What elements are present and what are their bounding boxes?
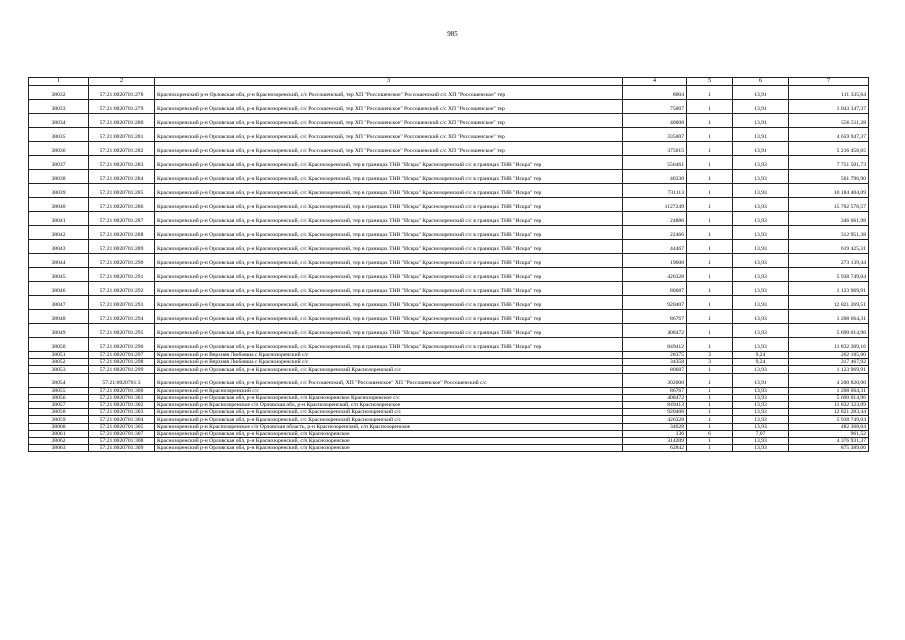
rate-cell: 13,93	[733, 212, 789, 226]
count-cell: 1	[687, 409, 733, 416]
rate-cell: 13,93	[733, 240, 789, 254]
table-row	[29, 310, 869, 324]
row-number-cell: 38058	[29, 409, 89, 416]
row-number-cell: 38042	[29, 226, 89, 240]
cadastral-number-cell: 57:21:0020701:308	[89, 437, 155, 444]
count-cell: 1	[687, 156, 733, 170]
count-cell: 3	[687, 352, 733, 359]
area-cell: 40008	[623, 114, 687, 128]
value-cell: 5 938 749,04	[789, 416, 869, 423]
cadastral-number-cell: 57:21:0020701:305	[89, 423, 155, 430]
value-cell: 10 184 404,09	[789, 184, 869, 198]
address-cell: Краснозоренский р-н Краснозоренский с/с	[155, 387, 623, 394]
value-cell: 875 389,06	[789, 445, 869, 452]
address-cell: Краснозоренский р-н Орловская обл, р-н Краснозоренский, с/с Краснозоренский, тер в границах ТНВ "Искра" Краснозоренский с/с в границах ТНВ "Искра" тер	[155, 212, 623, 226]
table-row	[29, 198, 869, 212]
count-cell: 1	[687, 373, 733, 387]
cadastral-number-cell: 57:21:0020701:286	[89, 198, 155, 212]
area-cell: 75007	[623, 100, 687, 114]
count-cell: 1	[687, 310, 733, 324]
address-cell: Краснозоренский р-н Орловская обл, р-н Краснозоренский, с/с Краснозоренский, тер в границах ТНВ "Искра" Краснозоренский с/с в границах ТНВ "Искра" тер	[155, 184, 623, 198]
area-cell: 408472	[623, 394, 687, 401]
count-cell: 1	[687, 86, 733, 100]
count-cell: 1	[687, 254, 733, 268]
registry-table	[28, 77, 869, 452]
rate-cell: 13,93	[733, 254, 789, 268]
row-number-cell: 38041	[29, 212, 89, 226]
area-cell: 849412	[623, 338, 687, 352]
area-cell: 314209	[623, 437, 687, 444]
rate-cell: 13,93	[733, 324, 789, 338]
row-number-cell: 38046	[29, 282, 89, 296]
row-number-cell: 38060	[29, 423, 89, 430]
header-cell: 4	[623, 78, 687, 86]
cadastral-number-cell: 57:21:0020701:281	[89, 128, 155, 142]
cadastral-number-cell: 57:21:0020701:278	[89, 86, 155, 100]
rate-cell: 13,93	[733, 282, 789, 296]
rate-cell: 13,93	[733, 387, 789, 394]
row-number-cell: 38032	[29, 86, 89, 100]
value-cell: 15 702 578,57	[789, 198, 869, 212]
area-cell: 920407	[623, 296, 687, 310]
cadastral-number-cell: 57:21:0020701:307	[89, 430, 155, 437]
cadastral-number-cell: 57:21:0020701:3	[89, 373, 155, 387]
area-cell: 40330	[623, 170, 687, 184]
address-cell: Краснозоренский р-н Краснозоренское с/п Орловская обл, р-н Краснозоренский, с/п Краснозоренское	[155, 401, 623, 408]
cadastral-number-cell: 57:21:0020701:298	[89, 359, 155, 366]
rate-cell: 13,93	[733, 409, 789, 416]
row-number-cell: 38045	[29, 268, 89, 282]
area-cell: 849413	[623, 401, 687, 408]
area-cell: 22466	[623, 226, 687, 240]
value-cell: 317 467,92	[789, 359, 869, 366]
rate-cell: 13,93	[733, 445, 789, 452]
table-row	[29, 423, 869, 430]
rate-cell: 13,93	[733, 338, 789, 352]
row-number-cell: 38049	[29, 324, 89, 338]
table-row	[29, 282, 869, 296]
table-row	[29, 170, 869, 184]
table-row	[29, 254, 869, 268]
rate-cell: 13,91	[733, 142, 789, 156]
header-cell: 3	[155, 78, 623, 86]
area-cell: 34628	[623, 423, 687, 430]
address-cell: Краснозоренский р-н Орловская обл, р-н Краснозоренский, с/с Краснозоренский, тер в границах ТНВ "Искра" Краснозоренский с/с в границах ТНВ "Искра" тер	[155, 282, 623, 296]
count-cell: 1	[687, 401, 733, 408]
rate-cell: 13,91	[733, 100, 789, 114]
count-cell: 1	[687, 437, 733, 444]
count-cell: 1	[687, 240, 733, 254]
rate-cell: 13,93	[733, 437, 789, 444]
area-cell: 375015	[623, 142, 687, 156]
value-cell: 5 690 014,96	[789, 394, 869, 401]
count-cell: 3	[687, 359, 733, 366]
value-cell: 619 425,31	[789, 240, 869, 254]
cadastral-number-cell: 57:21:0020701:291	[89, 268, 155, 282]
value-cell: 273 139,44	[789, 254, 869, 268]
value-cell: 1 208 664,31	[789, 310, 869, 324]
table-row	[29, 100, 869, 114]
value-cell: 11 832 309,16	[789, 338, 869, 352]
address-cell: Краснозоренский р-н Орловская обл, р-н Краснозоренский, с/с Россошенский, тер ХП "Россошенское" Россошенский с/с ХП "Россошенское" тер	[155, 128, 623, 142]
table-row	[29, 373, 869, 387]
address-cell: Краснозоренский р-н Орловская обл, р-н Краснозоренский, с/п Краснозоренское	[155, 445, 623, 452]
count-cell: 1	[687, 184, 733, 198]
address-cell: Краснозоренский р-н Верхняя Любовша с Краснозоренский с/с	[155, 359, 623, 366]
area-cell: 86767	[623, 310, 687, 324]
rate-cell: 13,91	[733, 86, 789, 100]
value-cell: 111 335,64	[789, 86, 869, 100]
count-cell: 1	[687, 268, 733, 282]
table-row	[29, 352, 869, 359]
cadastral-number-cell: 57:21:0020701:304	[89, 416, 155, 423]
cadastral-number-cell: 57:21:0020701:303	[89, 409, 155, 416]
header-cell: 7	[789, 78, 869, 86]
table-row	[29, 86, 869, 100]
cadastral-number-cell: 57:21:0020701:290	[89, 254, 155, 268]
area-cell: 426328	[623, 268, 687, 282]
cadastral-number-cell: 57:21:0020701:294	[89, 310, 155, 324]
count-cell: 1	[687, 226, 733, 240]
value-cell: 1 123 969,91	[789, 366, 869, 373]
cadastral-number-cell: 57:21:0020701:301	[89, 394, 155, 401]
address-cell: Краснозоренский р-н Орловская обл, р-н Краснозоренский, с/п Краснозоренское Краснозоренское с/с	[155, 394, 623, 401]
row-number-cell: 38033	[29, 100, 89, 114]
address-cell: Краснозоренский р-н Орловская обл, р-н Краснозоренский, с/с Краснозоренский Краснозоренский с/с	[155, 366, 623, 373]
rate-cell: 9,24	[733, 352, 789, 359]
cadastral-number-cell: 57:21:0020701:309	[89, 445, 155, 452]
count-cell: 1	[687, 445, 733, 452]
table-row	[29, 416, 869, 423]
table-row	[29, 240, 869, 254]
area-cell: 920408	[623, 409, 687, 416]
area-cell: 86767	[623, 387, 687, 394]
row-number-cell: 38061	[29, 430, 89, 437]
area-cell: 8004	[623, 86, 687, 100]
value-cell: 11 832 323,09	[789, 401, 869, 408]
count-cell: 1	[687, 338, 733, 352]
header-cell: 2	[89, 78, 155, 86]
row-number-cell: 38055	[29, 387, 89, 394]
area-cell: 24886	[623, 212, 687, 226]
address-cell: Краснозоренский р-н Орловская обл, р-н Краснозоренский, с/с Краснозоренский, тер в границах ТНВ "Искра" Краснозоренский с/с в границах ТНВ "Искра" тер	[155, 156, 623, 170]
count-cell: 1	[687, 387, 733, 394]
value-cell: 346 661,98	[789, 212, 869, 226]
area-cell: 426328	[623, 416, 687, 423]
row-number-cell: 38038	[29, 170, 89, 184]
address-cell: Краснозоренский р-н Орловская обл, р-н Краснозоренский, с/с Россошенский, тер ХП "Россошенское" Россошенский с/с ХП "Россошенское" тер	[155, 114, 623, 128]
table-row	[29, 296, 869, 310]
row-number-cell: 38051	[29, 352, 89, 359]
address-cell: Краснозоренский р-н Орловская обл, р-н Краснозоренский, с/с Краснозоренский, тер в границах ТНВ "Искра" Краснозоренский с/с в границах ТНВ "Искра" тер	[155, 310, 623, 324]
value-cell: 4 200 820,00	[789, 373, 869, 387]
address-cell: Краснозоренский р-н Орловская обл, р-н Краснозоренский, с/с Краснозоренский, тер в границах ТНВ "Искра" Краснозоренский с/с в границах ТНВ "Искра" тер	[155, 226, 623, 240]
rate-cell: 13,93	[733, 296, 789, 310]
count-cell: 1	[687, 170, 733, 184]
row-number-cell: 38063	[29, 445, 89, 452]
count-cell: 1	[687, 416, 733, 423]
value-cell: 4 659 947,37	[789, 128, 869, 142]
table-row	[29, 268, 869, 282]
cadastral-number-cell: 57:21:0020701:288	[89, 226, 155, 240]
area-cell: 62842	[623, 445, 687, 452]
cadastral-number-cell: 57:21:0020701:293	[89, 296, 155, 310]
count-cell: 1	[687, 128, 733, 142]
value-cell: 5 938 749,04	[789, 268, 869, 282]
value-cell: 556 511,28	[789, 114, 869, 128]
address-cell: Краснозоренский р-н Орловская обл, р-н Краснозоренский, с/с Краснозоренский, тер в границах ТНВ "Искра" Краснозоренский с/с в границах ТНВ "Искра" тер	[155, 254, 623, 268]
rate-cell: 13,93	[733, 226, 789, 240]
table-row	[29, 359, 869, 366]
value-cell: 1 043 347,37	[789, 100, 869, 114]
rate-cell: 13,91	[733, 373, 789, 387]
area-cell: 302000	[623, 373, 687, 387]
table-row	[29, 226, 869, 240]
row-number-cell: 38044	[29, 254, 89, 268]
count-cell: 1	[687, 394, 733, 401]
count-cell: 1	[687, 212, 733, 226]
rate-cell: 13,93	[733, 156, 789, 170]
count-cell: 1	[687, 114, 733, 128]
rate-cell: 13,93	[733, 170, 789, 184]
value-cell: 961,52	[789, 430, 869, 437]
value-cell: 1 123 969,91	[789, 282, 869, 296]
value-cell: 4 376 931,37	[789, 437, 869, 444]
table-row	[29, 437, 869, 444]
row-number-cell: 38057	[29, 401, 89, 408]
area-cell: 28375	[623, 352, 687, 359]
area-cell: 1127249	[623, 198, 687, 212]
table-row	[29, 212, 869, 226]
address-cell: Краснозоренский р-н Орловская обл, р-н Краснозоренский, с/с Россошенский, тер ХП "Россошенское" Россошенский с/с ХП "Россошенское" тер	[155, 142, 623, 156]
area-cell: 731113	[623, 184, 687, 198]
row-number-cell: 38053	[29, 366, 89, 373]
cadastral-number-cell: 57:21:0020701:297	[89, 352, 155, 359]
row-number-cell: 38047	[29, 296, 89, 310]
rate-cell: 13,93	[733, 198, 789, 212]
table-row	[29, 409, 869, 416]
header-cell: 6	[733, 78, 789, 86]
area-cell: 44467	[623, 240, 687, 254]
address-cell: Краснозоренский р-н Орловская обл, р-н Краснозоренский, с/с Россошенский, ХП "Россошенское" ХП "Россошенское" Россошенский с/с	[155, 373, 623, 387]
table-row	[29, 128, 869, 142]
cadastral-number-cell: 57:21:0020701:292	[89, 282, 155, 296]
address-cell: Краснозоренский р-н Орловская обл, р-н Краснозоренский, с/с Краснозоренский, тер в границах ТНВ "Искра" Краснозоренский с/с в границах ТНВ "Искра" тер	[155, 170, 623, 184]
area-cell: 34358	[623, 359, 687, 366]
rate-cell: 13,93	[733, 394, 789, 401]
address-cell: Краснозоренский р-н Орловская обл, р-н Краснозоренский, с/с Краснозоренский, тер в границах ТНВ "Искра" Краснозоренский с/с в границах ТНВ "Искра" тер	[155, 324, 623, 338]
table-row	[29, 156, 869, 170]
value-cell: 1 208 664,31	[789, 387, 869, 394]
address-cell: Краснозоренский р-н Орловская обл, р-н Краснозоренский, с/с Краснозоренский, тер в границах ТНВ "Искра" Краснозоренский с/с в границах ТНВ "Искра" тер	[155, 198, 623, 212]
header-cell: 1	[29, 78, 89, 86]
value-cell: 482 368,04	[789, 423, 869, 430]
table-row	[29, 338, 869, 352]
value-cell: 561 796,90	[789, 170, 869, 184]
count-cell: 1	[687, 423, 733, 430]
table-row	[29, 366, 869, 373]
cadastral-number-cell: 57:21:0020701:285	[89, 184, 155, 198]
cadastral-number-cell: 57:21:0020701:284	[89, 170, 155, 184]
count-cell: 1	[687, 198, 733, 212]
address-cell: Краснозоренский р-н Орловская обл, р-н Краснозоренский, с/с Краснозоренский Краснозоренский с/с	[155, 416, 623, 423]
table-row	[29, 394, 869, 401]
area-cell: 335007	[623, 128, 687, 142]
table-row	[29, 114, 869, 128]
cadastral-number-cell: 57:21:0020701:296	[89, 338, 155, 352]
cadastral-number-cell: 57:21:0020701:279	[89, 100, 155, 114]
address-cell: Краснозоренский р-н Орловская обл, р-н Краснозоренский, с/п Краснозоренское	[155, 430, 623, 437]
address-cell: Краснозоренский р-н Орловская обл, р-н Краснозоренский, с/с Краснозоренский, тер в границах ТНВ "Искра" Краснозоренский с/с в границах ТНВ "Искра" тер	[155, 296, 623, 310]
row-number-cell: 38054	[29, 373, 89, 387]
area-cell: 136	[623, 430, 687, 437]
row-number-cell: 38062	[29, 437, 89, 444]
area-cell: 556461	[623, 156, 687, 170]
row-number-cell: 38043	[29, 240, 89, 254]
table-row	[29, 142, 869, 156]
cadastral-number-cell: 57:21:0020701:295	[89, 324, 155, 338]
address-cell: Краснозоренский р-н Краснозоренское с/п Орловская область, р-н Краснозоренский, с/п Краснозоренское	[155, 423, 623, 430]
table-row	[29, 401, 869, 408]
row-number-cell: 38036	[29, 142, 89, 156]
header-row	[29, 78, 869, 86]
rate-cell: 13,91	[733, 114, 789, 128]
rate-cell: 13,91	[733, 128, 789, 142]
value-cell: 12 821 269,51	[789, 296, 869, 310]
table-row	[29, 184, 869, 198]
count-cell: 6	[687, 430, 733, 437]
address-cell: Краснозоренский р-н Орловская обл, р-н Краснозоренский, с/с Краснозоренский Краснозоренский с/с	[155, 409, 623, 416]
row-number-cell: 38037	[29, 156, 89, 170]
area-cell: 408472	[623, 324, 687, 338]
address-cell: Красноzоренский р-н Орловская обл, р-н Краснозоренский, с/с Россошенский, тер ХП "Россошенское" Россошенский с/с ХП "Россошенское" тер	[155, 86, 623, 100]
page-number: 985	[447, 30, 458, 38]
cadastral-number-cell: 57:21:0020701:282	[89, 142, 155, 156]
value-cell: 12 821 283,44	[789, 409, 869, 416]
row-number-cell: 38039	[29, 184, 89, 198]
rate-cell: 13,93	[733, 184, 789, 198]
row-number-cell: 38035	[29, 128, 89, 142]
table-row	[29, 445, 869, 452]
cadastral-number-cell: 57:21:0020701:302	[89, 401, 155, 408]
address-cell: Краснозоренский р-н Орловская обл, р-н Краснозоренский, с/п Краснозоренское	[155, 437, 623, 444]
value-cell: 5 216 458,65	[789, 142, 869, 156]
count-cell: 1	[687, 100, 733, 114]
cadastral-number-cell: 57:21:0020701:299	[89, 366, 155, 373]
rate-cell: 13,93	[733, 423, 789, 430]
row-number-cell: 38040	[29, 198, 89, 212]
area-cell: 80687	[623, 282, 687, 296]
row-number-cell: 38056	[29, 394, 89, 401]
rate-cell: 13,93	[733, 268, 789, 282]
area-cell: 80687	[623, 366, 687, 373]
value-cell: 262 185,00	[789, 352, 869, 359]
table-row	[29, 324, 869, 338]
count-cell: 1	[687, 142, 733, 156]
cadastral-number-cell: 57:21:0020701:283	[89, 156, 155, 170]
cadastral-number-cell: 57:21:0020701:300	[89, 387, 155, 394]
cadastral-number-cell: 57:21:0020701:289	[89, 240, 155, 254]
cadastral-number-cell: 57:21:0020701:287	[89, 212, 155, 226]
rate-cell: 13,93	[733, 401, 789, 408]
address-cell: Краснозоренский р-н Верхняя Любовша с Краснозоренский с/с	[155, 352, 623, 359]
rate-cell: 7,07	[733, 430, 789, 437]
count-cell: 1	[687, 366, 733, 373]
header-cell: 5	[687, 78, 733, 86]
row-number-cell: 38052	[29, 359, 89, 366]
value-cell: 7 751 501,73	[789, 156, 869, 170]
row-number-cell: 38050	[29, 338, 89, 352]
rate-cell: 13,93	[733, 310, 789, 324]
address-cell: Краснозоренский р-н Орловская обл, р-н Краснозоренский, с/с Краснозоренский, тер в границах ТНВ "Искра" Краснозоренский с/с в границах ТНВ "Искра" тер	[155, 338, 623, 352]
row-number-cell: 38048	[29, 310, 89, 324]
rate-cell: 13,93	[733, 416, 789, 423]
area-cell: 19608	[623, 254, 687, 268]
value-cell: 5 690 014,96	[789, 324, 869, 338]
count-cell: 1	[687, 296, 733, 310]
value-cell: 312 951,38	[789, 226, 869, 240]
table-row	[29, 430, 869, 437]
address-cell: Краснозоренский р-н Орловская обл, р-н Краснозоренский, с/с Краснозоренский, тер в границах ТНВ "Искра" Краснозоренский с/с в границах ТНВ "Искра" тер	[155, 240, 623, 254]
rate-cell: 9,24	[733, 359, 789, 366]
address-cell: Краснозоренский р-н Орловская обл, р-н Краснозоренский, с/с Краснозоренский, тер в границах ТНВ "Искра" Краснозоренский с/с в границах ТНВ "Искра" тер	[155, 268, 623, 282]
address-cell: Краснозоренский р-н Орловская обл, р-н Краснозоренский, с/с Россошенский, тер ХП "Россошенское" Россошенский с/с ХП "Россошенское" тер	[155, 100, 623, 114]
row-number-cell: 38059	[29, 416, 89, 423]
cadastral-number-cell: 57:21:0020701:280	[89, 114, 155, 128]
count-cell: 1	[687, 282, 733, 296]
rate-cell: 13,93	[733, 366, 789, 373]
count-cell: 1	[687, 324, 733, 338]
row-number-cell: 38034	[29, 114, 89, 128]
table-row	[29, 387, 869, 394]
